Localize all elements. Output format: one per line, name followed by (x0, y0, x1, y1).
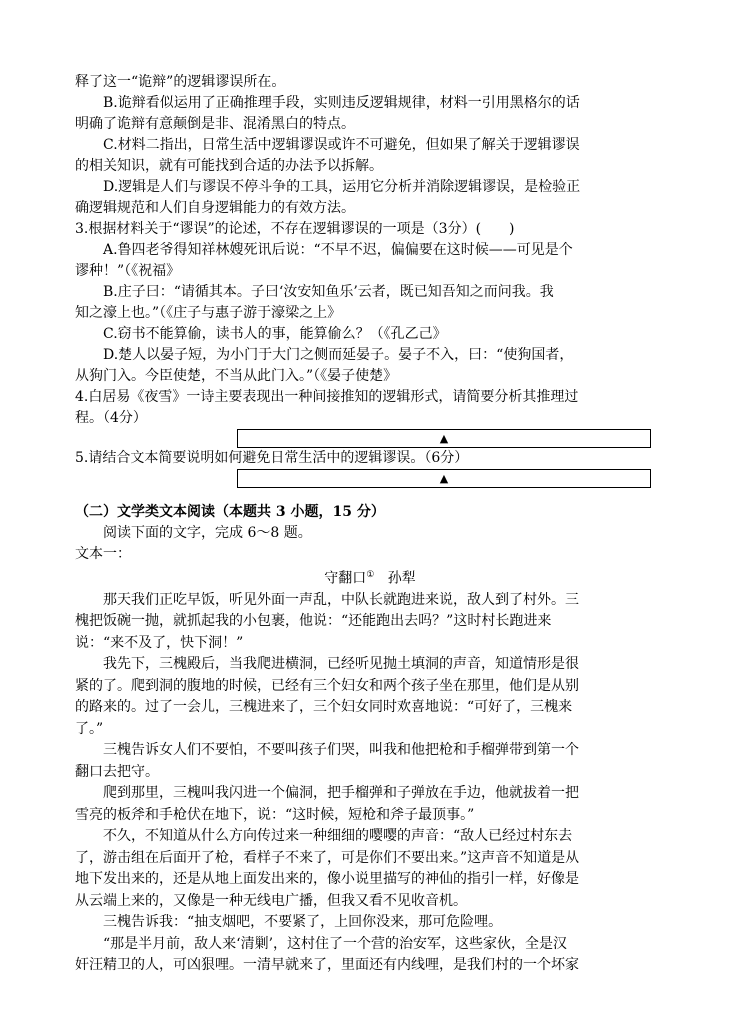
story-line: 三槐告诉我：“抽支烟吧，不要紧了，上回你没来，那可危险哩。 (103, 914, 503, 931)
story-title: 守翻口 (324, 570, 367, 587)
q3-option-d-cont: 从狗门入。今臣使楚，不当从此门入。”（《晏子使楚》 (75, 368, 398, 384)
question-4 (75, 387, 655, 448)
section-2-title: （二）文学类文本阅读（本题共 3 小题，15 分） (75, 504, 385, 520)
story-line: 从云端上来的，又像是一种无线电广播，但我又看不见收音机。 (75, 892, 467, 909)
story-line: “那是半月前，敌人来‘清剿’，这村住了一个营的治安军，这些家伙，全是汉 (103, 935, 568, 952)
story-title-line (75, 565, 655, 590)
q3-option-b: B.庄子曰：“请循其本。子曰‘汝安知鱼乐’云者，既已知吾知之而问我。我 (103, 284, 554, 300)
q3-option-b-cont: 知之濠上也。”（《庄子与惠子游于濠梁之上》 (75, 305, 342, 321)
story-line: 那天我们正吃早饭，听见外面一声乱，中队长就跑进来说，敌人到了村外。三 (103, 591, 579, 608)
question-4-stem: 4.白居易《夜雪》一诗主要表现出一种间接推知的逻辑形式，请简要分析其推理过 (75, 389, 579, 405)
triangle-marker-icon: ▲ (439, 432, 449, 445)
story-line: 槐把饭碗一抛，就抓起我的小包裹，他说：“还能跑出去吗？”这时村长跑进来 (75, 613, 552, 630)
story-line: 爬到那里，三槐叫我闪进一个偏洞，把手榴弹和子弹放在手边，他就拔着一把 (103, 785, 579, 802)
story-line: 翻口去把守。 (75, 763, 159, 780)
story-line: 地下发出来的，还是从地上面发出来的，像小说里描写的神仙的指引一样，好像是 (75, 871, 579, 888)
story-line: 了。” (75, 720, 104, 737)
story-line: 了，游击组在后面开了枪，看样子不来了，可是你们不要出来。”这声音不知道是从 (75, 849, 580, 866)
story-line: 紧的了。爬到洞的腹地的时候，已经有三个妇女和两个孩子坐在那里，他们是从别 (75, 677, 579, 694)
q5-answer-box[interactable] (237, 469, 651, 488)
story-body (75, 590, 655, 977)
triangle-marker-icon: ▲ (439, 472, 449, 485)
story-author: 孙犁 (387, 570, 416, 587)
top-passage (75, 72, 655, 219)
text-line: 的相关知识，就有可能找到合适的办法予以拆解。 (75, 158, 383, 174)
q3-option-a-cont: 谬种！”（《祝福》 (75, 263, 181, 279)
q4-answer-box[interactable] (237, 429, 651, 448)
question-3-stem: 3.根据材料关于“谬误”的论述，不存在逻辑谬误的一项是（3分）( ) (75, 221, 515, 237)
section-2 (75, 502, 655, 590)
story-line: 不久，不知道从什么方向传过来一种细细的嘤嘤的声音：“敌人已经过村东去 (103, 828, 573, 845)
section-2-instruction: 阅读下面的文字，完成 6～8 题。 (103, 525, 312, 541)
story-line: 雪亮的板斧和手枪伏在地下，说：“这时候，短枪和斧子最顶事。” (75, 806, 475, 823)
text-line: 释了这一“诡辩”的逻辑谬误所在。 (75, 74, 286, 90)
footnote-mark[interactable]: ① (366, 570, 375, 580)
story-line: 三槐告诉女人们不要怕，不要叫孩子们哭，叫我和他把枪和手榴弹带到第一个 (103, 742, 579, 759)
text-one-label: 文本一： (75, 546, 131, 562)
exam-page (75, 72, 655, 977)
q3-option-d: D.楚人以晏子短，为小门于大门之侧而延晏子。晏子不入，曰：“使狗国者， (103, 347, 574, 363)
question-3 (75, 219, 655, 387)
question-5-stem: 5.请结合文本简要说明如何避免日常生活中的逻辑谬误。（6分） (75, 450, 469, 466)
question-4-stem-cont: 程。（4分） (75, 410, 147, 426)
text-line: 确逻辑规范和人们自身逻辑能力的有效方法。 (75, 200, 355, 216)
option-b-line: B.诡辩看似运用了正确推理手段，实则违反逻辑规律，材料一引用黑格尔的话 (103, 95, 580, 111)
text-line: 明确了诡辩有意颠倒是非、混淆黑白的特点。 (75, 116, 355, 132)
q3-option-c: C.窃书不能算偷，读书人的事，能算偷么？（《孔乙己》 (103, 326, 447, 342)
story-line: 奸汪精卫的人，可凶狠哩。一清早就来了，里面还有内线哩，是我们村的一个坏家 (75, 957, 579, 974)
story-line: 的路来的。过了一会儿，三槐进来了，三个妇女同时欢喜地说：“可好了，三槐来 (75, 699, 573, 716)
option-c-line: C.材料二指出，日常生活中逻辑谬误或许不可避免，但如果了解关于逻辑谬误 (103, 137, 580, 153)
question-5 (75, 448, 655, 488)
q3-option-a: A.鲁四老爷得知祥林嫂死讯后说：“不早不迟，偏偏要在这时候——可见是个 (103, 242, 573, 258)
story-line: 我先下，三槐殿后，当我爬进横洞，已经听见抛土填洞的声音，知道情形是很 (103, 656, 579, 673)
story-line: 说：“来不及了，快下洞！” (75, 634, 244, 651)
option-d-line: D.逻辑是人们与谬误不停斗争的工具，运用它分析并消除逻辑谬误，是检验正 (103, 179, 581, 195)
